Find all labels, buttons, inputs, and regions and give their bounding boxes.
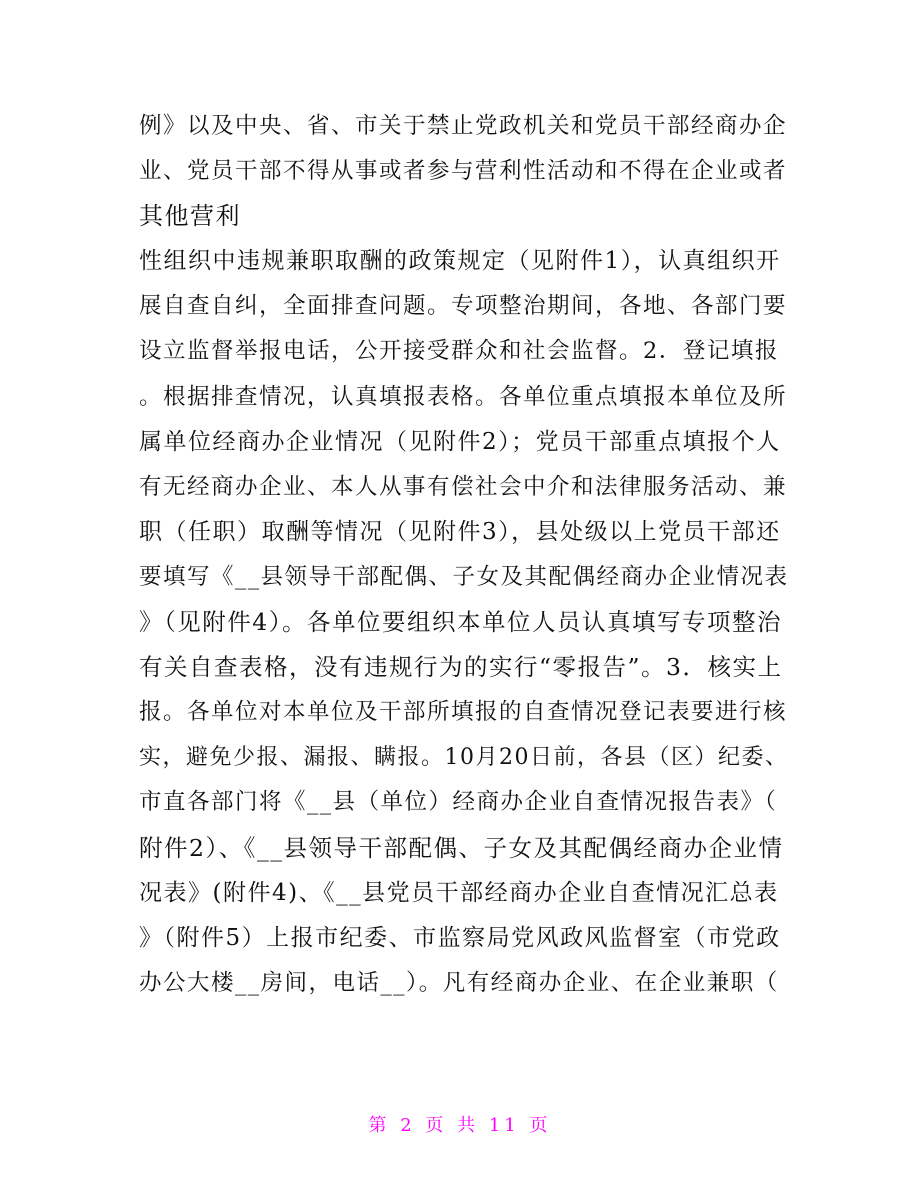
- text-line: 其他营利: [139, 202, 241, 231]
- text-line: 例》以及中央、省、市关于禁止党政机关和党员干部经商办企: [139, 113, 788, 139]
- text-line: 展自查自纠，全面排查问题。专项整治期间，各地、各部门要: [139, 293, 788, 320]
- text-line: 市直各部门将《__县（单位）经商办企业自查情况报告表》（: [139, 789, 778, 816]
- body-text: [139, 104, 789, 1006]
- text-line: 职（任职）取酬等情况（见附件3），县处级以上党员干部还: [139, 518, 781, 545]
- text-line: 性组织中违规兼职取酬的政策规定（见附件1），认真组织开: [139, 248, 781, 275]
- page-number-footer: 第 2 页 共 11 页: [368, 1115, 552, 1136]
- text-line: 》（附件5）上报市纪委、市监察局党风政风监督室（市党政: [139, 924, 781, 951]
- text-line: 有无经商办企业、本人从事有偿社会中介和法律服务活动、兼: [139, 473, 788, 500]
- text-line: 实，避免少报、漏报、瞒报。10月20日前，各县（区）纪委、: [139, 745, 789, 771]
- text-line: 设立监督举报电话，公开接受群众和社会监督。2．登记填报: [139, 338, 779, 365]
- text-line: 业、党员干部不得从事或者参与营利性活动和不得在企业或者: [139, 158, 788, 185]
- text-line: 附件2）、《__县领导干部配偶、子女及其配偶经商办企业情: [139, 833, 784, 862]
- text-line: 有关自查表格，没有违规行为的实行“零报告”。3．核实上: [139, 653, 783, 682]
- text-line: 要填写《__县领导干部配偶、子女及其配偶经商办企业情况表: [139, 563, 789, 590]
- text-line: 办公大楼__房间，电话__）。凡有经商办企业、在企业兼职（: [139, 969, 779, 996]
- text-line: 。根据排查情况，认真填报表格。各单位重点填报本单位及所: [139, 383, 788, 410]
- text-line: 属单位经商办企业情况（见附件2）；党员干部重点填报个人: [139, 428, 781, 455]
- text-line: 况表》(附件4)、《__县党员干部经商办企业自查情况汇总表: [139, 879, 779, 906]
- text-line: 》（见附件4）。各单位要组织本单位人员认真填写专项整治: [139, 608, 782, 637]
- text-line: 报。各单位对本单位及干部所填报的自查情况登记表要进行核: [139, 699, 788, 726]
